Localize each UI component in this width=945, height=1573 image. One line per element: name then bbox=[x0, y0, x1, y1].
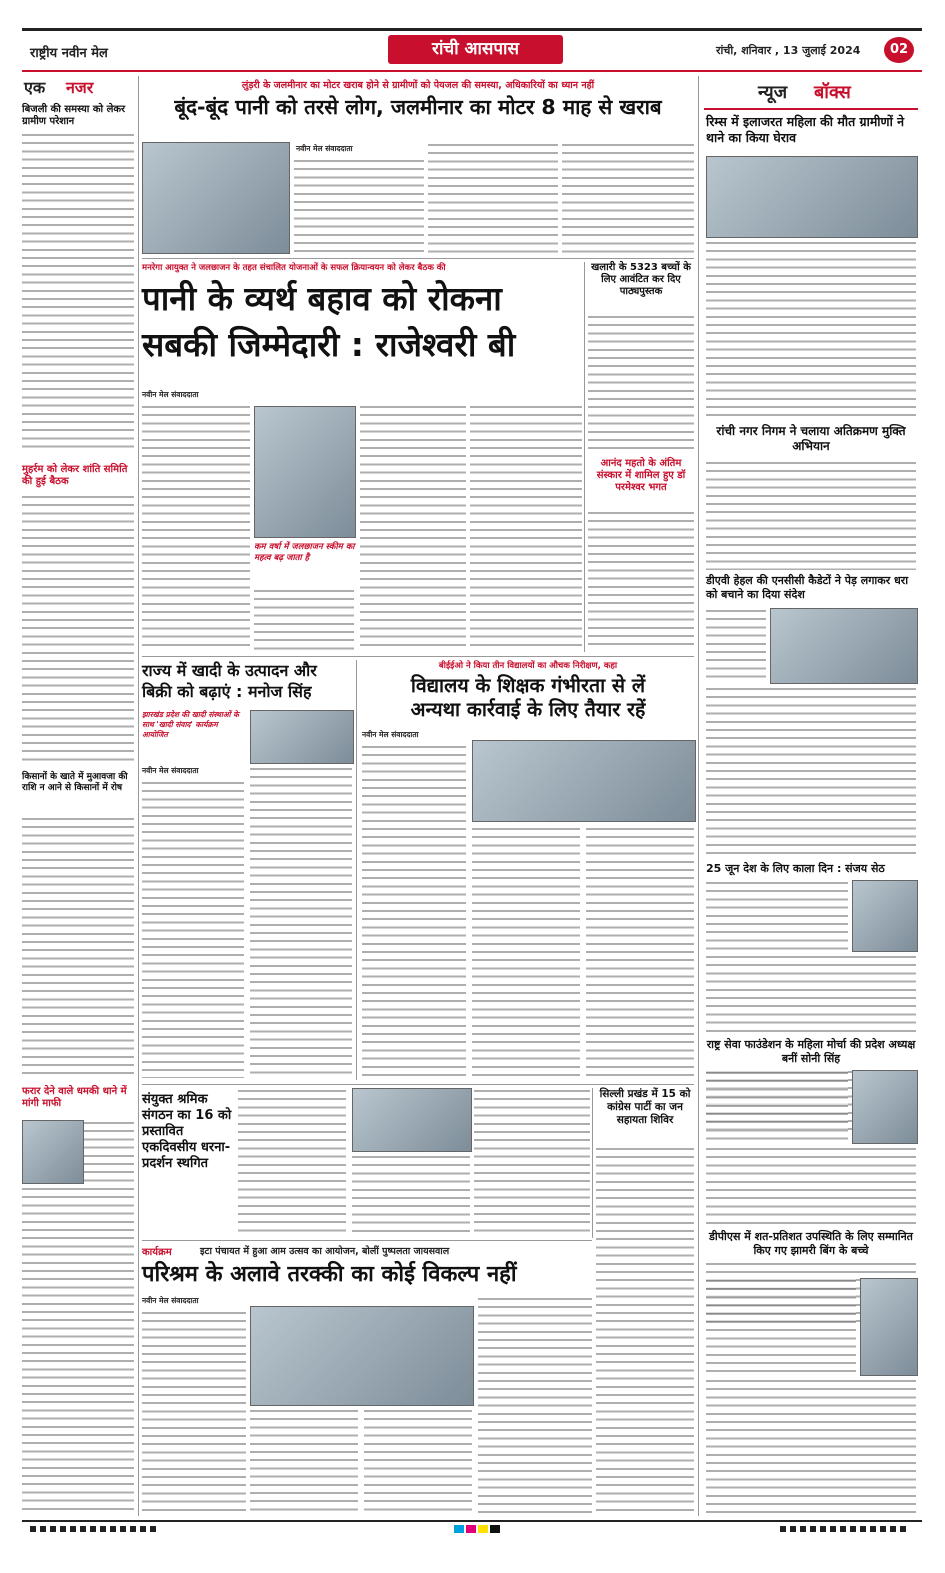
page-number-badge bbox=[884, 37, 914, 63]
masthead bbox=[22, 33, 922, 67]
news-item-headline: डीएवी हेहल की एनसीसी कैडेटों ने पेड़ लगाकर धरा को बचाने का दिया संदेश bbox=[706, 574, 909, 601]
water-kicker: मनरेगा आयुक्त ने जलछाजन के तहत संचालित योजनाओं के सफल क्रियान्वयन को लेकर बैठक की bbox=[142, 263, 446, 273]
news-box-rule bbox=[704, 108, 918, 110]
water-headline-1: पानी के व्यर्थ बहाव को रोकना bbox=[142, 279, 502, 318]
water-body bbox=[360, 404, 466, 652]
ek-nazar-label bbox=[22, 76, 134, 98]
column-divider bbox=[698, 76, 699, 1516]
school-body bbox=[472, 826, 580, 1078]
student-photo bbox=[860, 1278, 918, 1376]
story-divider bbox=[142, 1240, 592, 1241]
byline: नवीन मेल संवाददाता bbox=[142, 1296, 199, 1305]
byline: नवीन मेल संवाददाता bbox=[296, 144, 353, 153]
person-photo bbox=[852, 880, 918, 952]
protest-photo bbox=[706, 156, 918, 238]
congress-headline: सिल्ली प्रखंड में 15 को कांग्रेस पार्टी का जन सहायता शिविर bbox=[599, 1088, 691, 1126]
dateline: रांची, शनिवार , 13 जुलाई 2024 bbox=[716, 44, 861, 57]
lead-kicker: लुंड़री के जलमीनार का मोटर खराब होने से ग्रामीणों को पेयजल की समस्या, अधिकारियों का ध्यान नहीं bbox=[241, 80, 595, 91]
page-number: 02 bbox=[889, 42, 909, 57]
ek-label: एक bbox=[24, 78, 46, 97]
brief-body bbox=[22, 1186, 134, 1511]
school-body bbox=[586, 826, 694, 1078]
news-item-body bbox=[706, 686, 916, 858]
column-divider bbox=[592, 1088, 593, 1238]
person-photo bbox=[852, 1070, 918, 1144]
program-body bbox=[142, 1310, 246, 1514]
khadi-meeting-photo bbox=[250, 710, 354, 764]
column-divider bbox=[138, 76, 139, 1516]
books-story bbox=[588, 262, 694, 652]
lead-story bbox=[142, 76, 694, 256]
story-divider bbox=[142, 1084, 694, 1085]
water-story bbox=[142, 262, 582, 654]
congress-body bbox=[596, 1146, 694, 1514]
paper-name: राष्ट्रीय नवीन मेल bbox=[30, 46, 108, 61]
water-headline-2: सबकी जिम्मेदारी : राजेश्वरी बी bbox=[142, 325, 516, 364]
school-kicker: बीईईओ ने किया तीन विद्यालयों का औचक निरीक्षण, कहा bbox=[438, 661, 618, 671]
news-item-body bbox=[706, 1278, 856, 1374]
news-label: न्यूज bbox=[758, 82, 788, 103]
byline: नवीन मेल संवाददाता bbox=[142, 390, 199, 399]
news-item-body bbox=[706, 460, 916, 570]
union-body bbox=[352, 1154, 470, 1236]
bottom-border bbox=[22, 1520, 922, 1522]
news-item-body bbox=[706, 240, 916, 420]
brief-headline: किसानों के खाते में मुआवजा की राशि न आने से किसानों में रोष bbox=[22, 772, 128, 793]
column-divider bbox=[356, 660, 357, 1080]
cremation-headline: आनंद महतो के अंतिम संस्कार में शामिल हुए डॉ परमेश्वर भगत bbox=[596, 458, 686, 493]
news-item-headline: 25 जून देश के लिए काला दिन : संजय सेठ bbox=[706, 862, 885, 875]
water-body bbox=[470, 404, 582, 652]
water-body bbox=[254, 588, 354, 652]
congress-story bbox=[596, 1088, 694, 1516]
news-box-column bbox=[704, 80, 918, 1516]
news-box-label bbox=[758, 80, 908, 104]
school-story bbox=[362, 660, 694, 1080]
program-body bbox=[364, 1408, 472, 1514]
books-headline: खलारी के 5323 बच्चों के लिए आवंटित कर दिए पाठ्यपुस्तक bbox=[591, 262, 691, 297]
person-photo bbox=[22, 1120, 84, 1184]
news-item-headline: डीपीएस में शत-प्रतिशत उपस्थिति के लिए सम्मानित किए गए झामरी बिंग के बच्चे bbox=[706, 1230, 916, 1258]
box-label: बॉक्स bbox=[814, 82, 851, 103]
news-item-body bbox=[706, 1378, 916, 1514]
story-divider bbox=[142, 258, 694, 259]
brief-headline: फरार देने वाले धमकी थाने में मांगी माफी bbox=[22, 1086, 127, 1109]
union-headline: संयुक्त श्रमिक संगठन का 16 को प्रस्तावित एकदिवसीय धरना-प्रदर्शन स्थगित bbox=[142, 1092, 232, 1171]
news-item-headline: रांची नगर निगम ने चलाया अतिक्रमण मुक्ति अभियान bbox=[716, 424, 906, 453]
books-body bbox=[588, 314, 694, 454]
plantation-photo bbox=[770, 608, 918, 684]
news-item-body bbox=[706, 880, 848, 950]
school-headline-1: विद्यालय के शिक्षक गंभीरता से लें bbox=[410, 674, 646, 697]
news-item-body bbox=[706, 608, 766, 682]
section-banner bbox=[388, 35, 563, 64]
byline: नवीन मेल संवाददाता bbox=[142, 766, 199, 775]
left-column bbox=[22, 76, 134, 1516]
lead-headline: बूंद-बूंद पानी को तरसे लोग, जलमीनार का मोटर 8 माह से खराब bbox=[174, 95, 662, 119]
lead-body bbox=[428, 142, 558, 254]
khadi-body bbox=[250, 766, 352, 1078]
lead-body bbox=[294, 158, 424, 254]
khadi-body bbox=[142, 780, 244, 1078]
news-item-headline: राष्ट्र सेवा फाउंडेशन के महिला मोर्चा की प्रदेश अध्यक्ष बनीं सोनी सिंह bbox=[706, 1038, 916, 1065]
program-body bbox=[478, 1296, 592, 1514]
byline: नवीन मेल संवाददाता bbox=[362, 730, 419, 739]
brief-headline: बिजली की समस्या को लेकर ग्रामीण परेशान bbox=[22, 104, 126, 127]
section-title: रांची आसपास bbox=[432, 39, 519, 59]
officer-photo bbox=[254, 406, 356, 538]
union-story bbox=[142, 1088, 592, 1238]
brief-body bbox=[22, 132, 134, 452]
school-headline-2: अन्यथा कार्रवाई के लिए तैयार रहें bbox=[410, 698, 646, 721]
water-body bbox=[142, 404, 250, 652]
program-story bbox=[142, 1244, 592, 1516]
union-meeting-photo bbox=[352, 1088, 472, 1152]
union-body bbox=[474, 1088, 590, 1236]
brief-body bbox=[84, 1120, 134, 1182]
khadi-caption: झारखंड प्रदेश की खादी संस्थाओं के साथ 'खादी संवाद' कार्यक्रम आयोजित bbox=[142, 710, 239, 739]
masthead-rule bbox=[22, 70, 922, 72]
school-body bbox=[362, 744, 466, 1078]
top-border bbox=[22, 28, 922, 31]
khadi-headline: राज्य में खादी के उत्पादन और बिक्री को बढ़ाएं : मनोज सिंह bbox=[142, 661, 317, 701]
union-body bbox=[238, 1088, 346, 1236]
story-divider bbox=[142, 656, 694, 657]
brief-body bbox=[22, 816, 134, 1076]
color-registration-bar bbox=[30, 1524, 910, 1534]
news-item-body bbox=[706, 1070, 848, 1142]
program-headline: परिश्रम के अलावे तरक्की का कोई विकल्प नहीं bbox=[142, 1262, 517, 1287]
column-divider bbox=[584, 262, 585, 652]
brief-headline: मुहर्रम को लेकर शांति समिति की हुई बैठक bbox=[22, 464, 128, 487]
pull-quote: कम वर्षा में जलछाजन स्कीम का महत्व बढ़ जाता है bbox=[254, 542, 355, 563]
nazar-label: नजर bbox=[66, 78, 94, 97]
news-item-headline: रिम्स में इलाजरत महिला की मौत ग्रामीणों ने थाने का किया घेराव bbox=[706, 114, 905, 145]
brief-body bbox=[22, 494, 134, 764]
classroom-photo bbox=[472, 740, 696, 822]
cremation-body bbox=[588, 510, 694, 650]
program-body bbox=[250, 1408, 358, 1514]
program-event-photo bbox=[250, 1306, 474, 1406]
program-kicker: इटा पंचायत में हुआ आम उत्सव का आयोजन, बोलीं पुष्पलता जायसवाल bbox=[200, 1246, 450, 1257]
khadi-story bbox=[142, 660, 352, 1080]
program-label: कार्यक्रम bbox=[142, 1247, 172, 1258]
lead-body bbox=[562, 142, 694, 254]
water-tank-photo bbox=[142, 142, 290, 254]
